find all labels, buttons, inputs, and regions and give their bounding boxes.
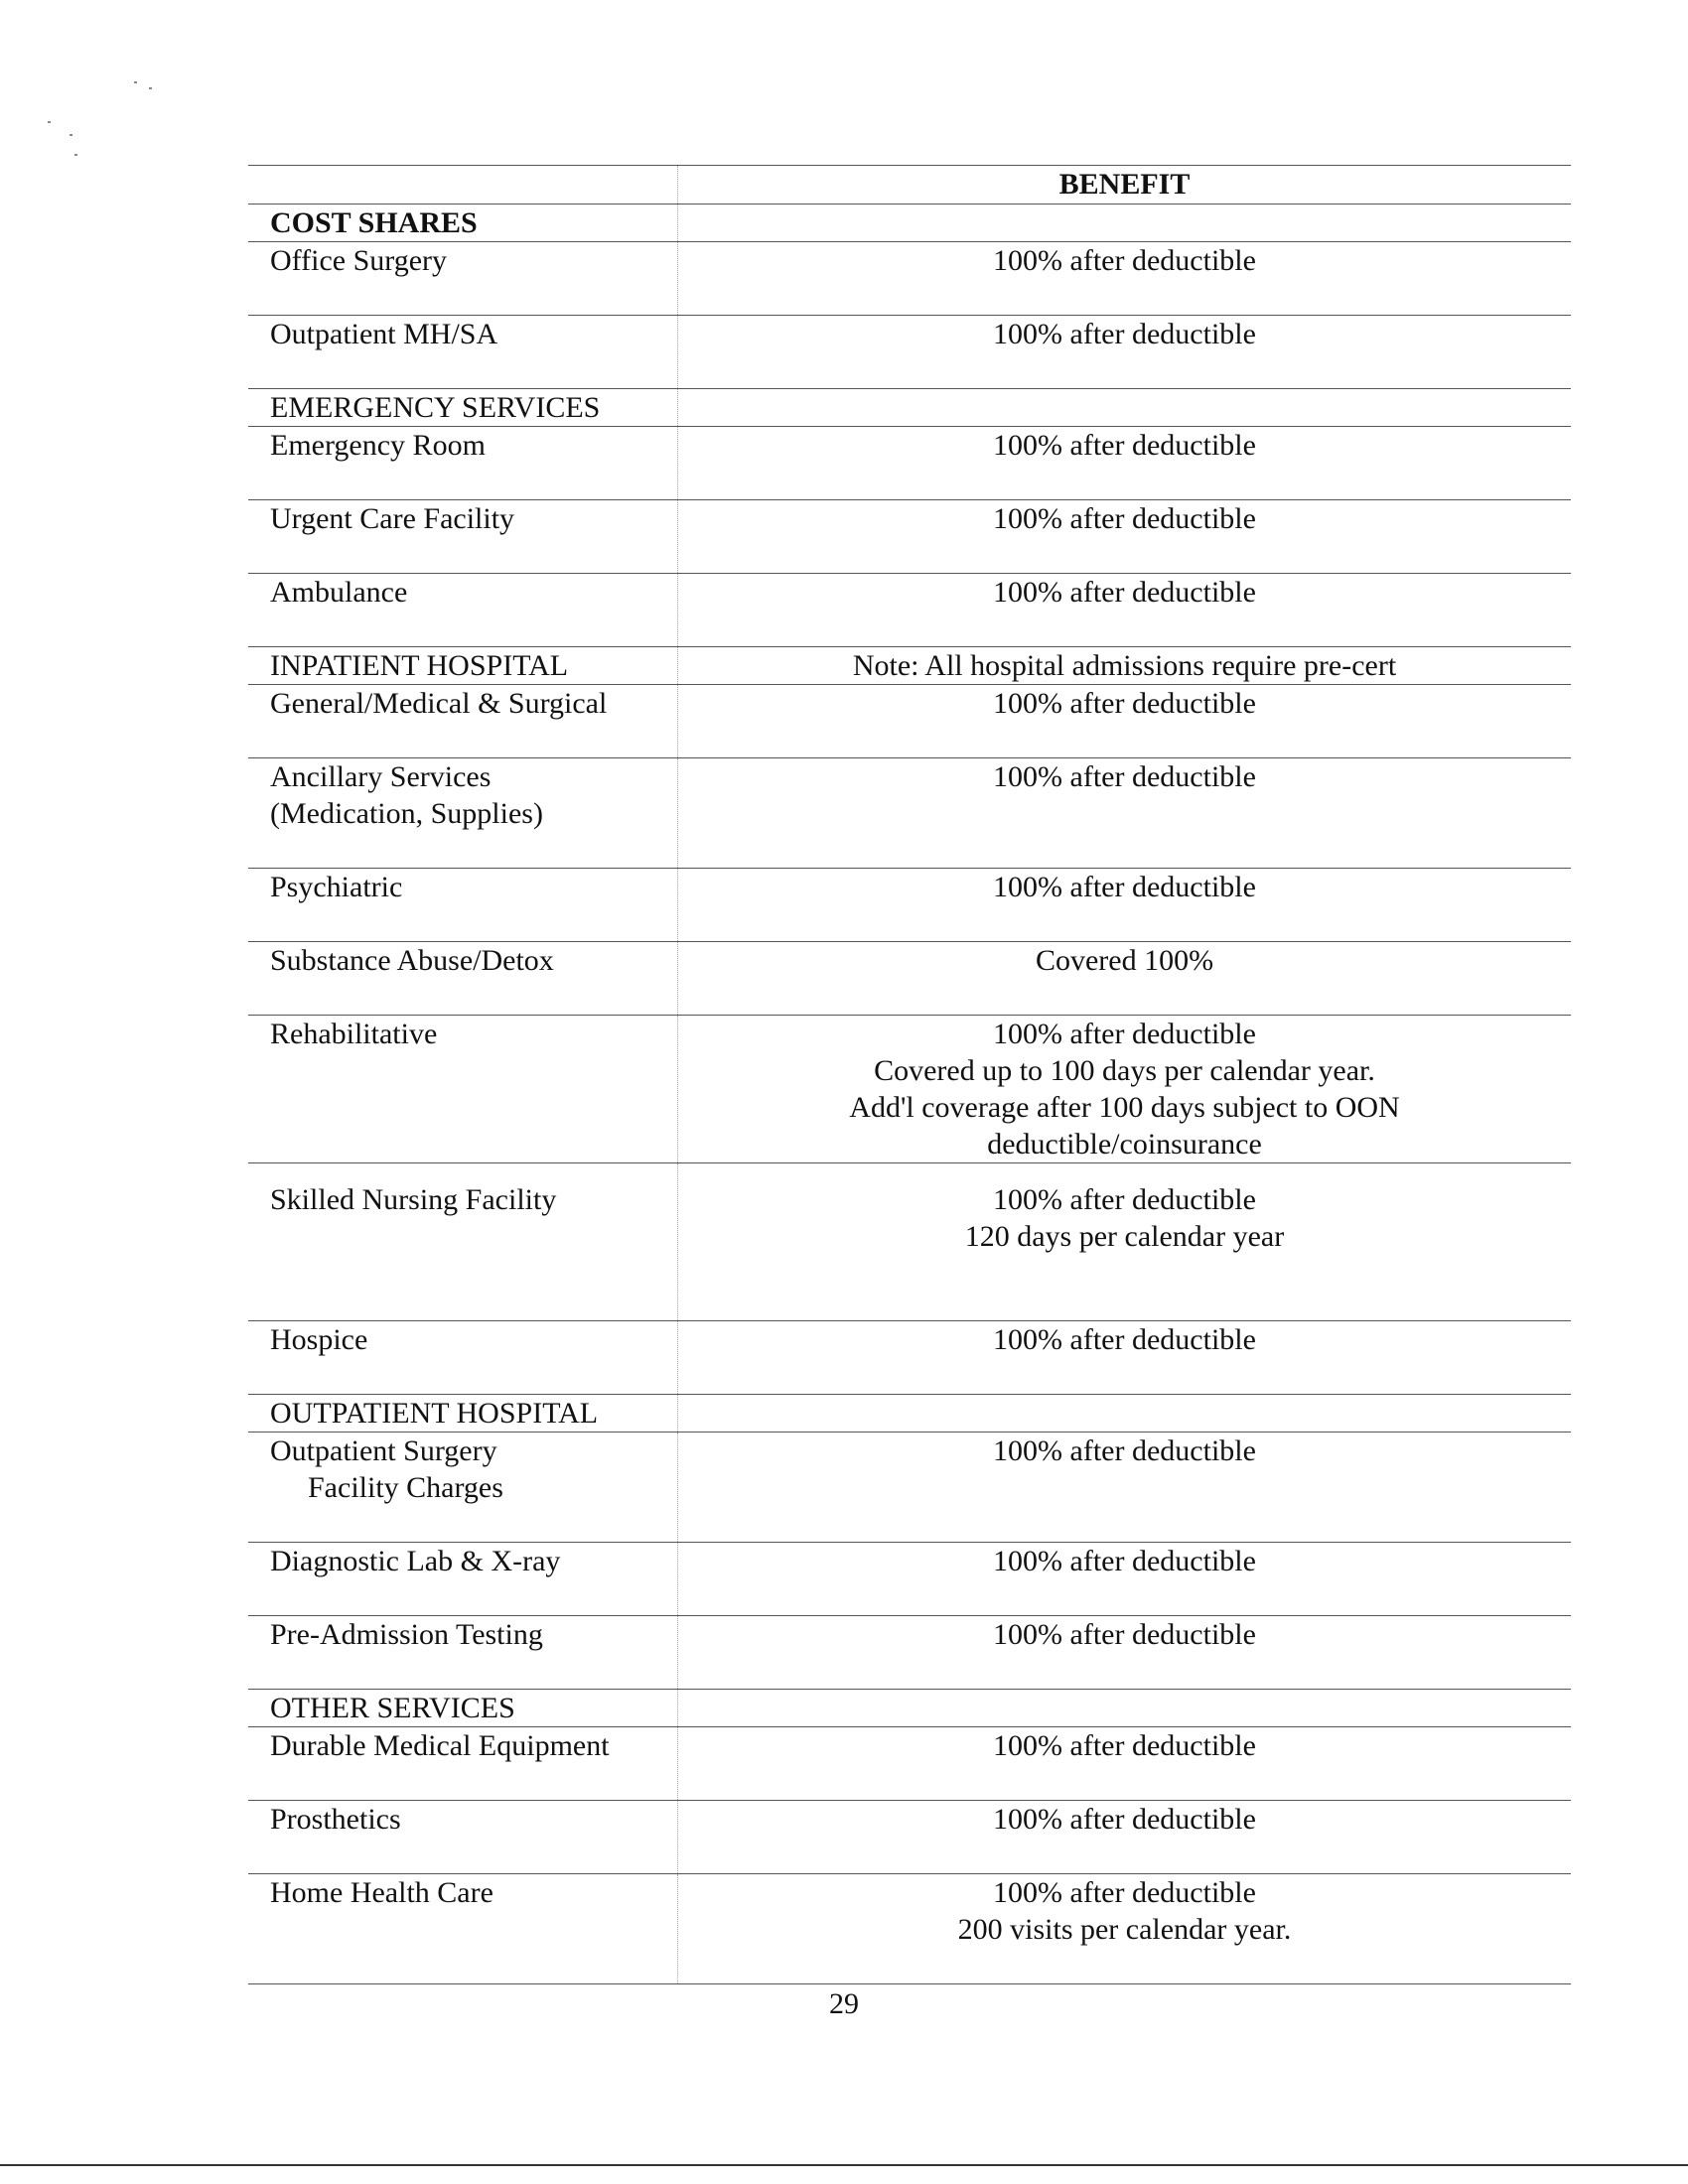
- table-row: [248, 574, 1571, 647]
- table-row: [248, 1801, 1571, 1874]
- service-line: (Medication, Supplies): [270, 797, 543, 830]
- service-cell: Substance Abuse/Detox: [248, 942, 678, 1016]
- table-row: [248, 1016, 1571, 1163]
- table-row: [248, 1727, 1571, 1801]
- section-title: COST SHARES: [248, 205, 678, 242]
- table-row: [248, 427, 1571, 500]
- bottom-rule: [0, 2164, 1688, 2166]
- benefit-cell: 100% after deductible: [678, 685, 1572, 758]
- table-row: [248, 1163, 1571, 1321]
- table-row: [248, 1616, 1571, 1690]
- benefit-cell: 100% after deductible: [678, 242, 1572, 316]
- service-cell: Durable Medical Equipment: [248, 1727, 678, 1801]
- benefit-line: 200 visits per calendar year.: [957, 1913, 1292, 1946]
- table-row: [248, 869, 1571, 942]
- section-note: Note: All hospital admissions require pre-cert: [678, 647, 1572, 685]
- benefit-cell: 100% after deductible: [678, 1321, 1572, 1395]
- scan-speck: [48, 121, 51, 123]
- service-cell: Emergency Room: [248, 427, 678, 500]
- benefit-line: 100% after deductible: [993, 1183, 1256, 1216]
- benefit-cell: [678, 1016, 1572, 1163]
- benefit-cell: 100% after deductible: [678, 869, 1572, 942]
- benefit-cell: [678, 1874, 1572, 1984]
- benefit-cell: [678, 1163, 1572, 1321]
- service-cell: Pre-Admission Testing: [248, 1616, 678, 1690]
- section-title: INPATIENT HOSPITAL: [248, 647, 678, 685]
- table-row: [248, 242, 1571, 316]
- table-row: [248, 1543, 1571, 1616]
- benefit-cell: 100% after deductible: [678, 1727, 1572, 1801]
- service-cell: Rehabilitative: [248, 1016, 678, 1163]
- service-cell: Home Health Care: [248, 1874, 678, 1984]
- section-benefit-cell: [678, 389, 1572, 427]
- service-line: Facility Charges: [308, 1471, 503, 1504]
- scan-speck: [70, 134, 72, 136]
- benefit-line: 100% after deductible: [993, 1876, 1256, 1909]
- benefit-line: Covered up to 100 days per calendar year.: [874, 1054, 1375, 1087]
- benefit-cell: 100% after deductible: [678, 1801, 1572, 1874]
- service-cell: General/Medical & Surgical: [248, 685, 678, 758]
- service-cell: Outpatient MH/SA: [248, 316, 678, 389]
- table-header-row: [248, 166, 1571, 205]
- section-row-inpatient: [248, 647, 1571, 685]
- benefit-cell: 100% after deductible: [678, 574, 1572, 647]
- benefit-cell: 100% after deductible: [678, 1433, 1572, 1543]
- benefit-cell: 100% after deductible: [678, 1616, 1572, 1690]
- service-cell: Ambulance: [248, 574, 678, 647]
- section-row-outpatient: [248, 1395, 1571, 1433]
- table-row: [248, 1433, 1571, 1543]
- service-line: Ancillary Services: [270, 760, 492, 793]
- benefits-table: [248, 165, 1571, 1984]
- service-line: Outpatient Surgery: [270, 1434, 497, 1467]
- service-cell: [248, 1433, 678, 1543]
- section-benefit-cell: [678, 1690, 1572, 1727]
- section-title: OTHER SERVICES: [248, 1690, 678, 1727]
- benefit-cell: Covered 100%: [678, 942, 1572, 1016]
- benefit-cell: 100% after deductible: [678, 427, 1572, 500]
- header-service-cell: [248, 166, 678, 205]
- scan-speck: [134, 81, 137, 83]
- section-title: OUTPATIENT HOSPITAL: [248, 1395, 678, 1433]
- table-row: [248, 1874, 1571, 1984]
- section-row-cost-shares: [248, 205, 1571, 242]
- table-row: [248, 500, 1571, 574]
- benefit-cell: 100% after deductible: [678, 316, 1572, 389]
- benefit-line: 100% after deductible: [993, 1018, 1256, 1050]
- scan-speck: [74, 154, 77, 156]
- service-cell: [248, 758, 678, 869]
- table-row: [248, 316, 1571, 389]
- benefit-cell: 100% after deductible: [678, 500, 1572, 574]
- benefit-cell: 100% after deductible: [678, 758, 1572, 869]
- benefit-column-header: [678, 166, 1572, 205]
- benefit-header-label: BENEFIT: [1058, 168, 1191, 201]
- table-row: [248, 1321, 1571, 1395]
- scan-speck: [149, 87, 152, 89]
- service-cell: Diagnostic Lab & X-ray: [248, 1543, 678, 1616]
- section-benefit-cell: [678, 205, 1572, 242]
- benefit-line: 120 days per calendar year: [964, 1220, 1285, 1253]
- section-row-other: [248, 1690, 1571, 1727]
- section-benefit-cell: [678, 1395, 1572, 1433]
- table-row: [248, 942, 1571, 1016]
- section-title: EMERGENCY SERVICES: [248, 389, 678, 427]
- service-cell: Hospice: [248, 1321, 678, 1395]
- service-cell: Psychiatric: [248, 869, 678, 942]
- service-cell: Urgent Care Facility: [248, 500, 678, 574]
- service-cell: Office Surgery: [248, 242, 678, 316]
- benefit-line: Add'l coverage after 100 days subject to OON: [849, 1091, 1400, 1124]
- page-number: 29: [829, 1987, 859, 2020]
- table-row: [248, 685, 1571, 758]
- benefit-line: deductible/coinsurance: [987, 1128, 1262, 1160]
- benefit-cell: 100% after deductible: [678, 1543, 1572, 1616]
- service-cell: Prosthetics: [248, 1801, 678, 1874]
- service-cell: Skilled Nursing Facility: [248, 1163, 678, 1321]
- section-row-emergency: [248, 389, 1571, 427]
- table-row: [248, 758, 1571, 869]
